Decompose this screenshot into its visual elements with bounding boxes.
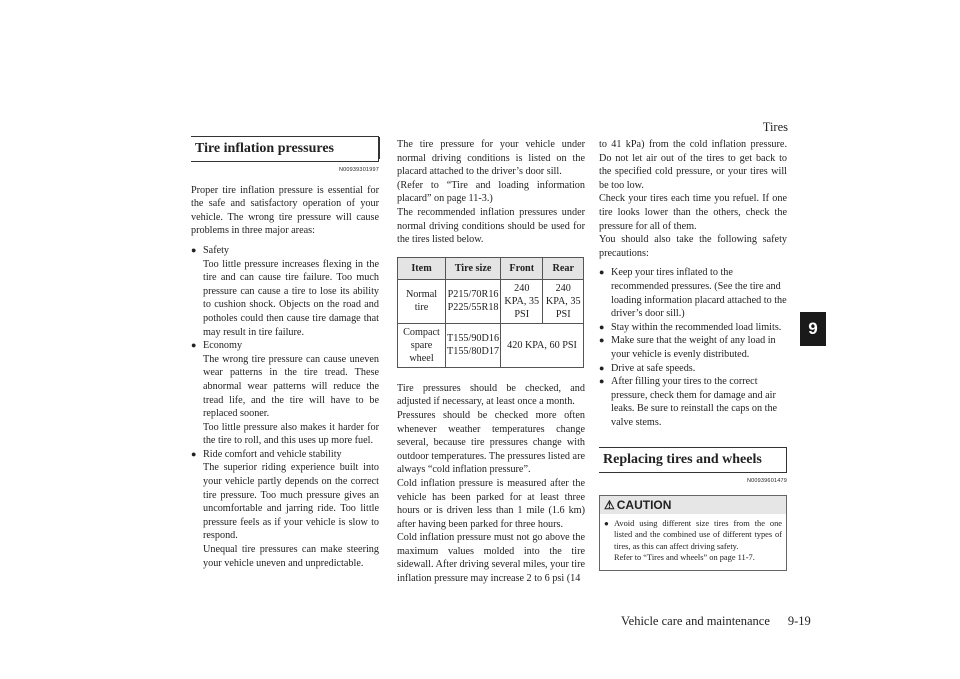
list-item-body: Too little pressure also makes it harder for the tire to roll, and this uses up more fuel. (203, 421, 379, 447)
section-heading-replacing-tires: Replacing tires and wheels (599, 447, 787, 473)
page-footer (621, 614, 811, 629)
paragraph: Cold inflation pressure is measured after the vehicle has been parked for at least three hours or is driven less than 1 mile (1.6 km) after having been parked for three hours. (397, 477, 585, 530)
column-2 (397, 138, 585, 586)
reference-code: N00939601479 (746, 478, 787, 485)
table-cell (446, 279, 501, 323)
table-cell: 240 KPA, 35 PSI (543, 279, 584, 323)
paragraph: The tire pressure for your vehicle under normal driving conditions is listed on the placard attached to the driver’s door sill. (397, 139, 585, 178)
tire-size: T155/80D17 (447, 346, 500, 358)
table-header-row (398, 257, 584, 279)
paragraph: Check your tires each time you refuel. If one tire looks lower than the others, check the pressure for all of them. (599, 193, 787, 232)
list-item-title: ● Ride comfort and vehicle stability (203, 448, 342, 460)
list-item-title: ● Economy (203, 340, 243, 352)
table-header: Tire size (446, 257, 501, 279)
running-title: Tires (762, 120, 788, 134)
section-heading-tire-inflation: Tire inflation pressures (191, 136, 379, 162)
paragraph: Tire pressures should be checked, and adjusted if necessary, at least once a month. (397, 382, 585, 408)
table-cell: 420 KPA, 60 PSI (501, 323, 584, 367)
paragraph: Cold inflation pressure must not go above the maximum values molded into the tire sidewall. After driving several miles, your tire inflation pressure may increase 2 to 6 psi (14 (397, 532, 585, 585)
column-3 (599, 138, 787, 571)
paragraph: You should also take the following safety precautions: (599, 234, 787, 259)
tire-size: T155/90D16 (447, 333, 500, 345)
caution-body (600, 514, 786, 570)
intro-paragraph: Proper tire inflation pressure is essential for the safe and satisfactory operation of your vehicle. The wrong tire pressure will cause problems in three major areas: (191, 184, 379, 237)
table-cell: 240 KPA, 35 PSI (501, 279, 543, 323)
footer-page-number: 9-19 (787, 614, 811, 628)
caution-reference: Refer to “Tires and wheels” on page 11-7. (614, 553, 755, 563)
list-item (191, 339, 379, 448)
reference-code: N00939301997 (338, 167, 379, 173)
paragraph: Pressures should be checked more often whenever weather temperatures change several, because tire pressures change with outdoor temperatures. The pressures listed are always “cold inflation pressure”. (397, 409, 585, 476)
caution-header (600, 496, 786, 514)
table-header: Rear (543, 257, 584, 279)
list-item-title: ● Safety (203, 244, 230, 256)
paragraph: (Refer to “Tire and loading information placard” on page 11-3.) (397, 179, 585, 205)
list-item-body: Unequal tire pressures can make steering your vehicle uneven and unpredictable. (203, 544, 379, 569)
caution-text: ● Avoid using different size tires from the one listed and the combined use of different types of tires, as this can affect driving safety. (614, 519, 782, 551)
column-1 (191, 136, 379, 570)
table-row (398, 279, 584, 323)
list-item: ● Make sure that the weight of any load in your vehicle is evenly distributed. (599, 334, 787, 361)
caution-title: CAUTION (616, 498, 672, 513)
list-item: ● Stay within the recommended load limits. (599, 321, 787, 335)
table-header: Front (501, 257, 543, 279)
list-item-body: The superior riding experience built into your vehicle partly depends on the correct tire pressure. Too much pressure gives an uncomfortable and jarring ride. Too little pressure feels as if your vehicle is slow to respond. (203, 462, 379, 542)
list-item: ● After filling your tires to the correct pressure, check them for damage and air leaks. Be sure to reinstall the caps on the valve stems. (599, 375, 787, 429)
list-item-body: Too little pressure increases flexing in the tire and can cause tire failure. Too much pressure can cause a tire to lose its ability to cushion shock. Objects on the road and potholes could then cause tire damage that may result in tire failure. (203, 258, 379, 338)
table-row (398, 323, 584, 367)
caution-item (604, 518, 782, 564)
tire-size: P225/55R18 (447, 302, 499, 314)
list-item (191, 244, 379, 339)
list-item-body: The wrong tire pressure can cause uneven wear patterns in the tire tread. These abnormal wear patterns will reduce the tread life, and the tire will have to be replaced sooner. (203, 353, 379, 420)
table-cell: Normal tire (398, 279, 446, 323)
chapter-tab: 9 (800, 312, 826, 346)
table-cell: Compact spare wheel (398, 323, 446, 367)
paragraph: to 41 kPa) from the cold inflation pressure. Do not let air out of the tires to get back to the specified cold pressure, or your tires will be too low. (599, 139, 787, 191)
caution-box (599, 495, 787, 571)
list-item (191, 448, 379, 570)
table-header: Item (398, 257, 446, 279)
table-cell (446, 323, 501, 367)
tire-size: P215/70R16 (447, 289, 499, 301)
paragraph: The recommended inflation pressures under normal driving conditions should be used for the tires listed below. (397, 206, 585, 246)
tire-pressure-table (397, 257, 584, 368)
list-item: ● Keep your tires inflated to the recommended pressures. (See the tire and loading information placard attached to the driver’s door sill.) (599, 266, 787, 320)
problem-areas-list (191, 244, 379, 570)
safety-precautions-list (599, 266, 787, 429)
footer-section: Vehicle care and maintenance (621, 614, 770, 628)
warning-triangle-icon: ⚠ (604, 498, 615, 513)
list-item: ● Drive at safe speeds. (599, 362, 787, 376)
